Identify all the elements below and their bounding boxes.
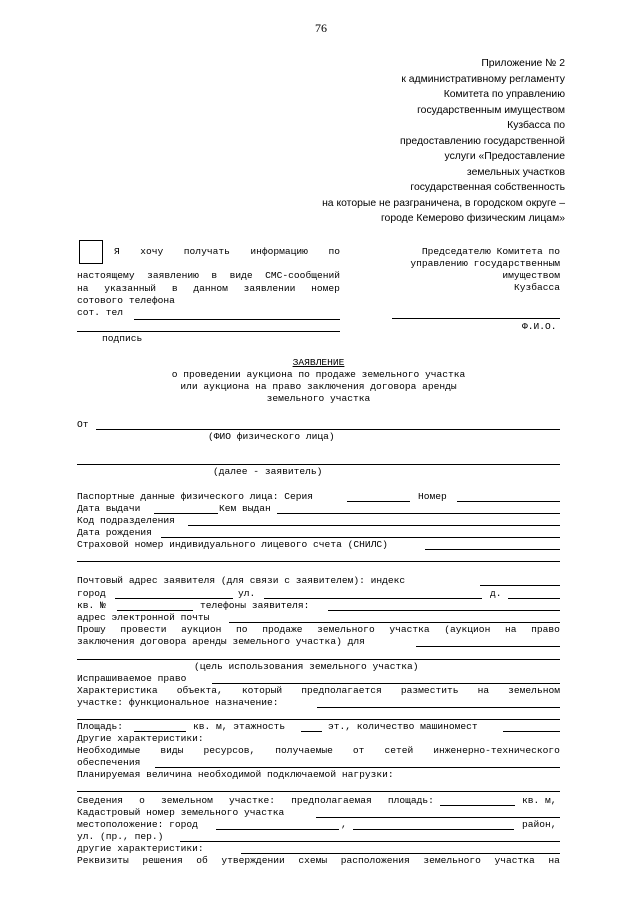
signature-label: подпись bbox=[102, 333, 143, 344]
word: земельного bbox=[317, 624, 375, 635]
word: настоящему bbox=[77, 270, 135, 281]
resources-line-2: обеспечения bbox=[77, 757, 141, 768]
parking-field[interactable] bbox=[503, 731, 560, 732]
word: информацию bbox=[250, 246, 308, 257]
word: схемы bbox=[298, 855, 328, 866]
word: хочу bbox=[140, 246, 164, 257]
word: заявлении bbox=[243, 283, 296, 294]
signature-field[interactable] bbox=[77, 331, 340, 332]
word: на bbox=[77, 283, 89, 294]
phone-field[interactable] bbox=[134, 319, 340, 320]
addressee-line: управлению государственным bbox=[410, 258, 560, 269]
word: участке: bbox=[228, 795, 276, 806]
location-district-field[interactable] bbox=[353, 829, 514, 830]
word: Реквизиты bbox=[77, 855, 129, 866]
snils-extra-field[interactable] bbox=[77, 561, 560, 562]
street-label: ул. bbox=[238, 588, 256, 599]
word: на bbox=[504, 624, 517, 635]
issued-by-label: Кем выдан bbox=[219, 503, 271, 514]
birth-date-field[interactable] bbox=[161, 537, 560, 538]
addressee-line: Председателю Комитета по bbox=[421, 246, 560, 257]
addressee-block bbox=[410, 246, 560, 294]
appendix-line: Кузбасса по bbox=[507, 120, 565, 131]
word: инженерно-технического bbox=[433, 745, 560, 756]
word: объекта, bbox=[176, 685, 223, 696]
object-line-2: участке: функциональное назначение: bbox=[77, 697, 279, 708]
word: участка bbox=[494, 855, 535, 866]
issue-date-field[interactable] bbox=[154, 513, 218, 514]
title-line: земельного участка bbox=[266, 393, 371, 404]
postal-index-field[interactable] bbox=[480, 585, 560, 586]
word: о bbox=[139, 795, 145, 806]
title-line: о проведении аукциона по продаже земельного участка bbox=[171, 369, 466, 380]
word: решения bbox=[142, 855, 183, 866]
applicant-hint: (далее - заявитель) bbox=[213, 466, 323, 477]
division-code-label: Код подразделения bbox=[77, 515, 175, 526]
word: на bbox=[548, 855, 560, 866]
word: сетей bbox=[384, 745, 414, 756]
division-code-field[interactable] bbox=[188, 525, 560, 526]
request-line-2: заключения договора аренды земельного участка) для bbox=[77, 636, 365, 647]
sms-line-4: сотового телефона bbox=[77, 295, 175, 306]
land-area-field[interactable] bbox=[440, 805, 515, 806]
word: площадь: bbox=[387, 795, 434, 806]
passport-series-field[interactable] bbox=[347, 501, 410, 502]
word: утверждении bbox=[221, 855, 285, 866]
right-field[interactable] bbox=[212, 683, 560, 684]
from-label: От bbox=[77, 419, 89, 430]
word: (аукцион bbox=[444, 624, 491, 635]
addressee-fio-label: Ф.И.О. bbox=[522, 321, 557, 332]
title-line: ЗАЯВЛЕНИЕ bbox=[292, 357, 345, 368]
appendix-line: государственная собственность bbox=[410, 182, 565, 193]
resources-line-1 bbox=[77, 745, 560, 757]
postal-label: Почтовый адрес заявителя (для связи с заявителем): индекс bbox=[77, 575, 406, 586]
word: на bbox=[477, 685, 490, 696]
floors-field[interactable] bbox=[301, 731, 322, 732]
document-title bbox=[77, 357, 560, 405]
resources-field[interactable] bbox=[155, 767, 560, 768]
word: заявлению bbox=[147, 270, 199, 281]
word: земельного bbox=[423, 855, 481, 866]
area-unit: кв. м, этажность bbox=[193, 721, 286, 732]
word: земельном bbox=[508, 685, 560, 696]
area-label: Площадь: bbox=[77, 721, 124, 732]
sms-checkbox[interactable] bbox=[79, 240, 103, 264]
purpose-field[interactable] bbox=[77, 659, 560, 660]
word: получать bbox=[183, 246, 230, 257]
phone-label: сот. тел bbox=[77, 307, 124, 318]
city-label: город bbox=[77, 588, 106, 599]
word: по bbox=[328, 246, 340, 257]
phones-field[interactable] bbox=[328, 610, 560, 611]
snils-field[interactable] bbox=[425, 549, 560, 550]
right-label: Испрашиваемое право bbox=[77, 673, 187, 684]
word: виде bbox=[229, 270, 253, 281]
house-field[interactable] bbox=[508, 598, 560, 599]
applicant-fio-field[interactable] bbox=[96, 429, 560, 430]
appendix-line: к административному регламенту bbox=[401, 73, 565, 85]
title-line: или аукциона на право заключения договора аренды bbox=[180, 381, 457, 392]
sms-line-3 bbox=[77, 283, 340, 295]
appendix-line: государственным имуществом bbox=[417, 104, 565, 116]
cadastral-field[interactable] bbox=[316, 817, 560, 818]
house-label: д. bbox=[490, 588, 502, 599]
word: предполагается bbox=[301, 685, 382, 696]
object-extra-field[interactable] bbox=[77, 719, 560, 720]
word: который bbox=[241, 685, 283, 696]
snils-label: Страховой номер индивидуального лицевого счета (СНИЛС) bbox=[77, 539, 388, 550]
sms-line-1 bbox=[114, 246, 340, 258]
object-purpose-field[interactable] bbox=[317, 707, 560, 708]
word: получаемые bbox=[275, 745, 333, 756]
appendix-block bbox=[322, 56, 565, 227]
word: Характеристика bbox=[77, 685, 158, 696]
phones-label: телефоны заявителя: bbox=[200, 600, 310, 611]
appendix-line: земельных участков bbox=[466, 166, 565, 178]
word: указанный bbox=[104, 283, 157, 294]
word: СМС-сообщений bbox=[265, 270, 340, 281]
passport-number-label: Номер bbox=[418, 491, 447, 502]
issue-date-label: Дата выдачи bbox=[77, 503, 141, 514]
word: в bbox=[171, 283, 178, 294]
load-field[interactable] bbox=[77, 791, 560, 792]
addressee-line: Кузбасса bbox=[513, 282, 560, 293]
floors-unit: эт., количество машиномест bbox=[328, 721, 478, 732]
word: ресурсов, bbox=[203, 745, 256, 756]
addressee-line: имуществом bbox=[502, 270, 560, 281]
purpose-hint: (цель использования земельного участка) bbox=[194, 661, 419, 672]
apt-label: кв. № bbox=[77, 600, 106, 611]
word: данном bbox=[193, 283, 228, 294]
load-label: Планируемая величина необходимой подключаемой нагрузки: bbox=[77, 769, 394, 780]
other-lower-field[interactable] bbox=[241, 853, 560, 854]
word: Сведения bbox=[77, 795, 124, 806]
land-area-unit: кв. м, bbox=[522, 795, 557, 806]
district-label: район, bbox=[522, 819, 557, 830]
scheme-line bbox=[77, 855, 560, 867]
apt-field[interactable] bbox=[117, 610, 193, 611]
location-comma: , bbox=[341, 819, 347, 830]
word: виды bbox=[160, 745, 184, 756]
appendix-line: на которые не разграничена, в городском округе – bbox=[322, 197, 565, 209]
email-label: адрес электронной почты bbox=[77, 612, 210, 623]
object-line-1 bbox=[77, 685, 560, 697]
street-full-label: ул. (пр., пер.) bbox=[77, 831, 164, 842]
word: разместить bbox=[400, 685, 459, 696]
word: номер bbox=[311, 283, 340, 294]
passport-number-field[interactable] bbox=[457, 501, 560, 502]
addressee-fio-field[interactable] bbox=[392, 318, 560, 319]
cadastral-label: Кадастровый номер земельного участка bbox=[77, 807, 285, 818]
location-city-field[interactable] bbox=[216, 829, 339, 830]
city-field[interactable] bbox=[115, 598, 233, 599]
appendix-line: Комитета по управлению bbox=[443, 89, 565, 100]
word: право bbox=[531, 624, 560, 635]
word: продаже bbox=[262, 624, 303, 635]
word: Необходимые bbox=[77, 745, 141, 756]
word: об bbox=[196, 855, 208, 866]
appendix-line: услуги «Предоставление bbox=[444, 151, 565, 162]
word: от bbox=[352, 745, 365, 756]
other-lower-label: другие характеристики: bbox=[77, 843, 204, 854]
street-full-field[interactable] bbox=[180, 841, 560, 842]
appendix-line: Приложение № 2 bbox=[481, 58, 565, 69]
location-label: местоположение: город bbox=[77, 819, 198, 830]
applicant-extra-field[interactable] bbox=[77, 464, 560, 465]
street-field[interactable] bbox=[264, 598, 482, 599]
issued-by-field[interactable] bbox=[277, 513, 560, 514]
area-field[interactable] bbox=[134, 731, 186, 732]
sms-line-2 bbox=[77, 270, 340, 282]
email-field[interactable] bbox=[229, 622, 560, 623]
word: в bbox=[211, 270, 218, 281]
word: земельном bbox=[161, 795, 213, 806]
request-line-1 bbox=[77, 624, 560, 636]
request-purpose-field[interactable] bbox=[416, 646, 560, 647]
fio-hint: (ФИО физического лица) bbox=[208, 431, 335, 442]
page-number: 76 bbox=[315, 21, 327, 35]
land-line-1 bbox=[77, 795, 434, 807]
word: по bbox=[236, 624, 248, 635]
word: аукцион bbox=[181, 624, 222, 635]
word: Я bbox=[114, 246, 120, 257]
appendix-line: городе Кемерово физическим лицам» bbox=[381, 213, 565, 224]
word: провести bbox=[120, 624, 167, 635]
word: участка bbox=[389, 624, 430, 635]
birth-date-label: Дата рождения bbox=[77, 527, 152, 538]
word: предполагаемая bbox=[291, 795, 372, 806]
passport-label: Паспортные данные физического лица: Серия bbox=[77, 491, 314, 502]
other-label: Другие характеристики: bbox=[77, 733, 204, 744]
word: Прошу bbox=[77, 624, 106, 635]
word: расположения bbox=[340, 855, 410, 866]
appendix-line: предоставлению государственной bbox=[400, 135, 565, 147]
